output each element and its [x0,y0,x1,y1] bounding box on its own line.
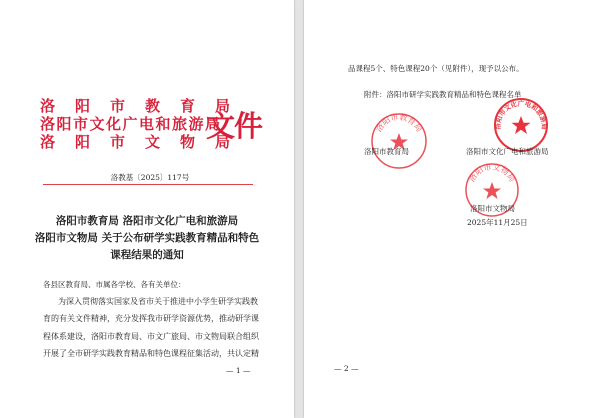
signature-education: 洛阳市教育局 [364,147,409,156]
page-2 [304,0,600,418]
signature-culture-tourism: 洛阳市文化广电和旅游局 [466,147,549,156]
body-line: 为深入贯彻落实国家及省市关于推进中小学生研学实践教 [58,297,258,306]
title-line: 洛阳市文物局 关于公布研学实践教育精品和特色 [34,232,260,244]
doc-number: 洛教基〔2025〕117号 [110,173,190,182]
body-line: 程体系建设，洛阳市教育局、市文广旅局、市文物局联合组织 [43,332,259,341]
title-line: 课程结果的通知 [110,249,184,261]
seal-education-bureau [370,112,428,170]
page-number: — 2 — [334,364,359,373]
seal-text: 洛阳市教育局 [374,112,424,134]
seal-culture-tourism-bureau [493,97,549,153]
body-line: 开展了全市研学实践教育精品和特色课程征集活动，共认定精 [43,349,259,358]
issuer-text: 洛阳市教育局 [40,97,251,115]
body-line: 育的有关文件精神，充分发挥我市研学资源优势，推动研学课 [43,314,259,323]
signature-cultural-relics: 洛阳市文物局 [470,204,515,213]
issuer-3 [40,131,251,152]
page-1 [0,0,294,418]
doc-type-label: 文件 [206,109,263,143]
red-divider [43,184,253,185]
seal-text: 洛阳市文物局 [467,162,517,184]
body-line: 品课程5个、特色课程20个（见附件），现予以公布。 [348,64,524,73]
issuer-text: 洛阳市文物局 [40,133,251,151]
page-number: — 1 — [226,366,251,375]
title-line: 洛阳市教育局 洛阳市文化广电和旅游局 [55,215,239,227]
salutation: 各县区教育局、市属各学校、各有关单位： [43,280,186,289]
seal-text: 洛阳市文化广电和旅游局 [493,99,549,130]
issuer-text: 洛阳市文化广电和旅游局 [40,115,222,133]
attachment-note: 附件：洛阳市研学实践教育精品和特色课程名单 [364,90,522,99]
issue-date: 2025年11月25日 [467,218,528,227]
